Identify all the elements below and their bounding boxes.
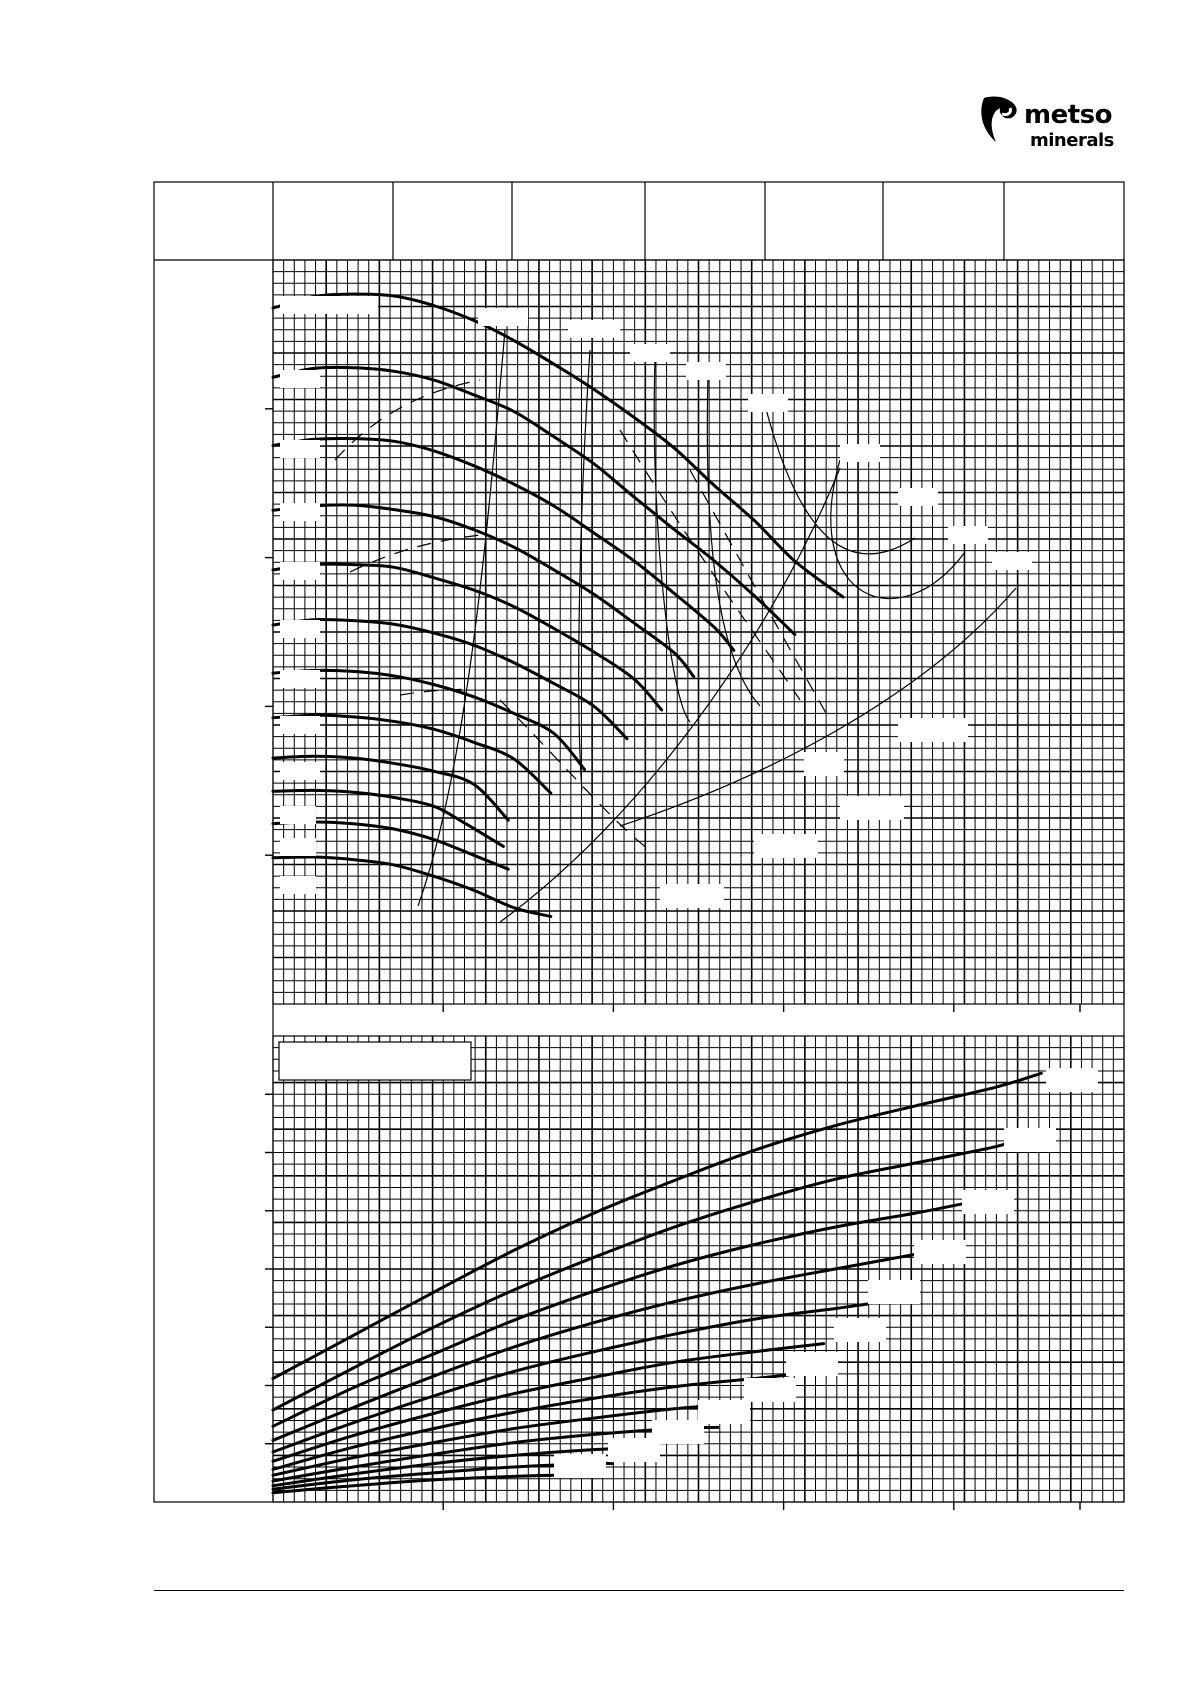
- power-curve-1: [273, 1073, 1041, 1378]
- head-curves-plot: [265, 260, 1124, 1012]
- logo-word-minerals: minerals: [1030, 130, 1114, 151]
- power-curve-4: [273, 1254, 918, 1440]
- footer-rule: [154, 1590, 1124, 1591]
- logo-word-metso: metso: [1024, 100, 1112, 130]
- power-legend-box: [279, 1042, 471, 1080]
- head-curve-4: [273, 505, 694, 677]
- head-curve-2: [273, 367, 795, 634]
- power-curves-plot: [265, 1036, 1124, 1510]
- efficiency-iso-lines: [335, 330, 1016, 922]
